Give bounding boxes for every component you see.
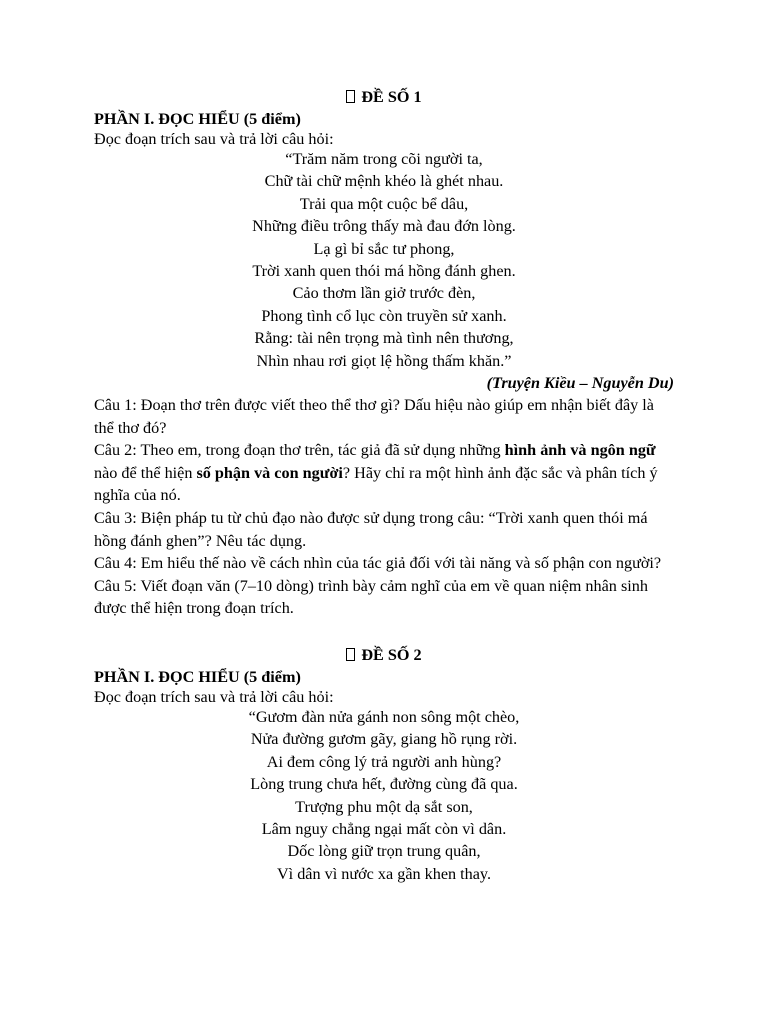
poem-line: Trải qua một cuộc bể dâu, [299, 194, 469, 213]
poem-line: Vì dân vì nước xa gần khen thay. [276, 864, 492, 883]
exam-1-instruction: Đọc đoạn trích sau và trả lời câu hỏi: [94, 130, 334, 148]
question-5: Câu 5: Viết đoạn văn (7–10 dòng) trình bày cảm nghĩ của em về quan niệm nhân sinh được thể hiện trong đoạn trích. [94, 576, 648, 618]
poem-line: Ai đem công lý trả người anh hùng? [266, 752, 502, 771]
poem-line: Trượng phu một dạ sắt son, [295, 797, 473, 816]
exam-1-title-text: ĐỀ SỐ 1 [361, 88, 422, 106]
question-1: Câu 1: Đoạn thơ trên được viết theo thể thơ gì? Dấu hiệu nào giúp em nhận biết đây là thể thơ đó? [94, 396, 654, 437]
exam-1-source: (Truyện Kiều – Nguyễn Du) [486, 374, 674, 393]
section-spacer [94, 620, 674, 644]
poem-line: Lòng trung chưa hết, đường cùng đã qua. [250, 775, 518, 794]
exam-1-part-heading: PHẦN I. ĐỌC HIỂU (5 điểm) [94, 110, 301, 128]
poem-line: Trời xanh quen thói má hồng đánh ghen. [252, 262, 516, 281]
poem-line: Lâm nguy chẳng ngại mất còn vì dân. [261, 820, 507, 839]
exam-2-instruction: Đọc đoạn trích sau và trả lời câu hỏi: [94, 688, 334, 706]
exam-1-title [94, 86, 674, 108]
question-3: Câu 3: Biện pháp tu từ chủ đạo nào được sử dụng trong câu: “Trời xanh quen thói má hồng đánh ghen”? Nêu tác dụng. [94, 509, 648, 550]
missing-glyph-box-icon [346, 648, 355, 661]
poem-line: “Gươm đàn nửa gánh non sông một chèo, [248, 708, 520, 726]
poem-line: Phong tình cổ lục còn truyền sử xanh. [261, 306, 507, 325]
poem-line: Cảo thơm lần giở trước đèn, [292, 284, 476, 303]
poem-line: “Trăm năm trong cõi người ta, [285, 150, 483, 168]
exam-2-part-heading: PHẦN I. ĐỌC HIỂU (5 điểm) [94, 668, 301, 686]
question-4: Câu 4: Em hiểu thế nào về cách nhìn của tác giả đối với tài năng và số phận con người? [94, 554, 662, 573]
document-page [94, 86, 674, 885]
poem-line: Nhìn nhau rơi giọt lệ hồng thấm khăn.” [256, 351, 512, 370]
missing-glyph-box-icon [346, 90, 355, 103]
poem-line: Chữ tài chữ mệnh khéo là ghét nhau. [264, 172, 504, 191]
exam-2-title-text: ĐỀ SỐ 2 [361, 646, 422, 664]
poem-line: Rằng: tài nên trọng mà tình nên thương, [254, 329, 514, 348]
exam-2-poem [94, 706, 674, 885]
exam-2-title [94, 644, 674, 666]
exam-1-poem [94, 148, 674, 372]
question-2-emphasis-1: hình ảnh và ngôn ngữ [504, 441, 656, 460]
poem-line: Dốc lòng giữ trọn trung quân, [287, 842, 481, 861]
poem-line: Những điều trông thấy mà đau đớn lòng. [252, 217, 516, 236]
question-2-emphasis-2: số phận và con người [196, 463, 343, 482]
poem-line: Lạ gì bỉ sắc tư phong, [313, 239, 455, 258]
question-2: Câu 2: Theo em, trong đoạn thơ trên, tác giả đã sử dụng những hình ảnh và ngôn ngữ nào để thể hiện số phận và con người? Hãy chỉ ra một hình ảnh đặc sắc và phân tích ý nghĩa của nó. [94, 441, 658, 505]
poem-line: Nửa đường gươm gãy, giang hồ rụng rời. [250, 730, 518, 749]
